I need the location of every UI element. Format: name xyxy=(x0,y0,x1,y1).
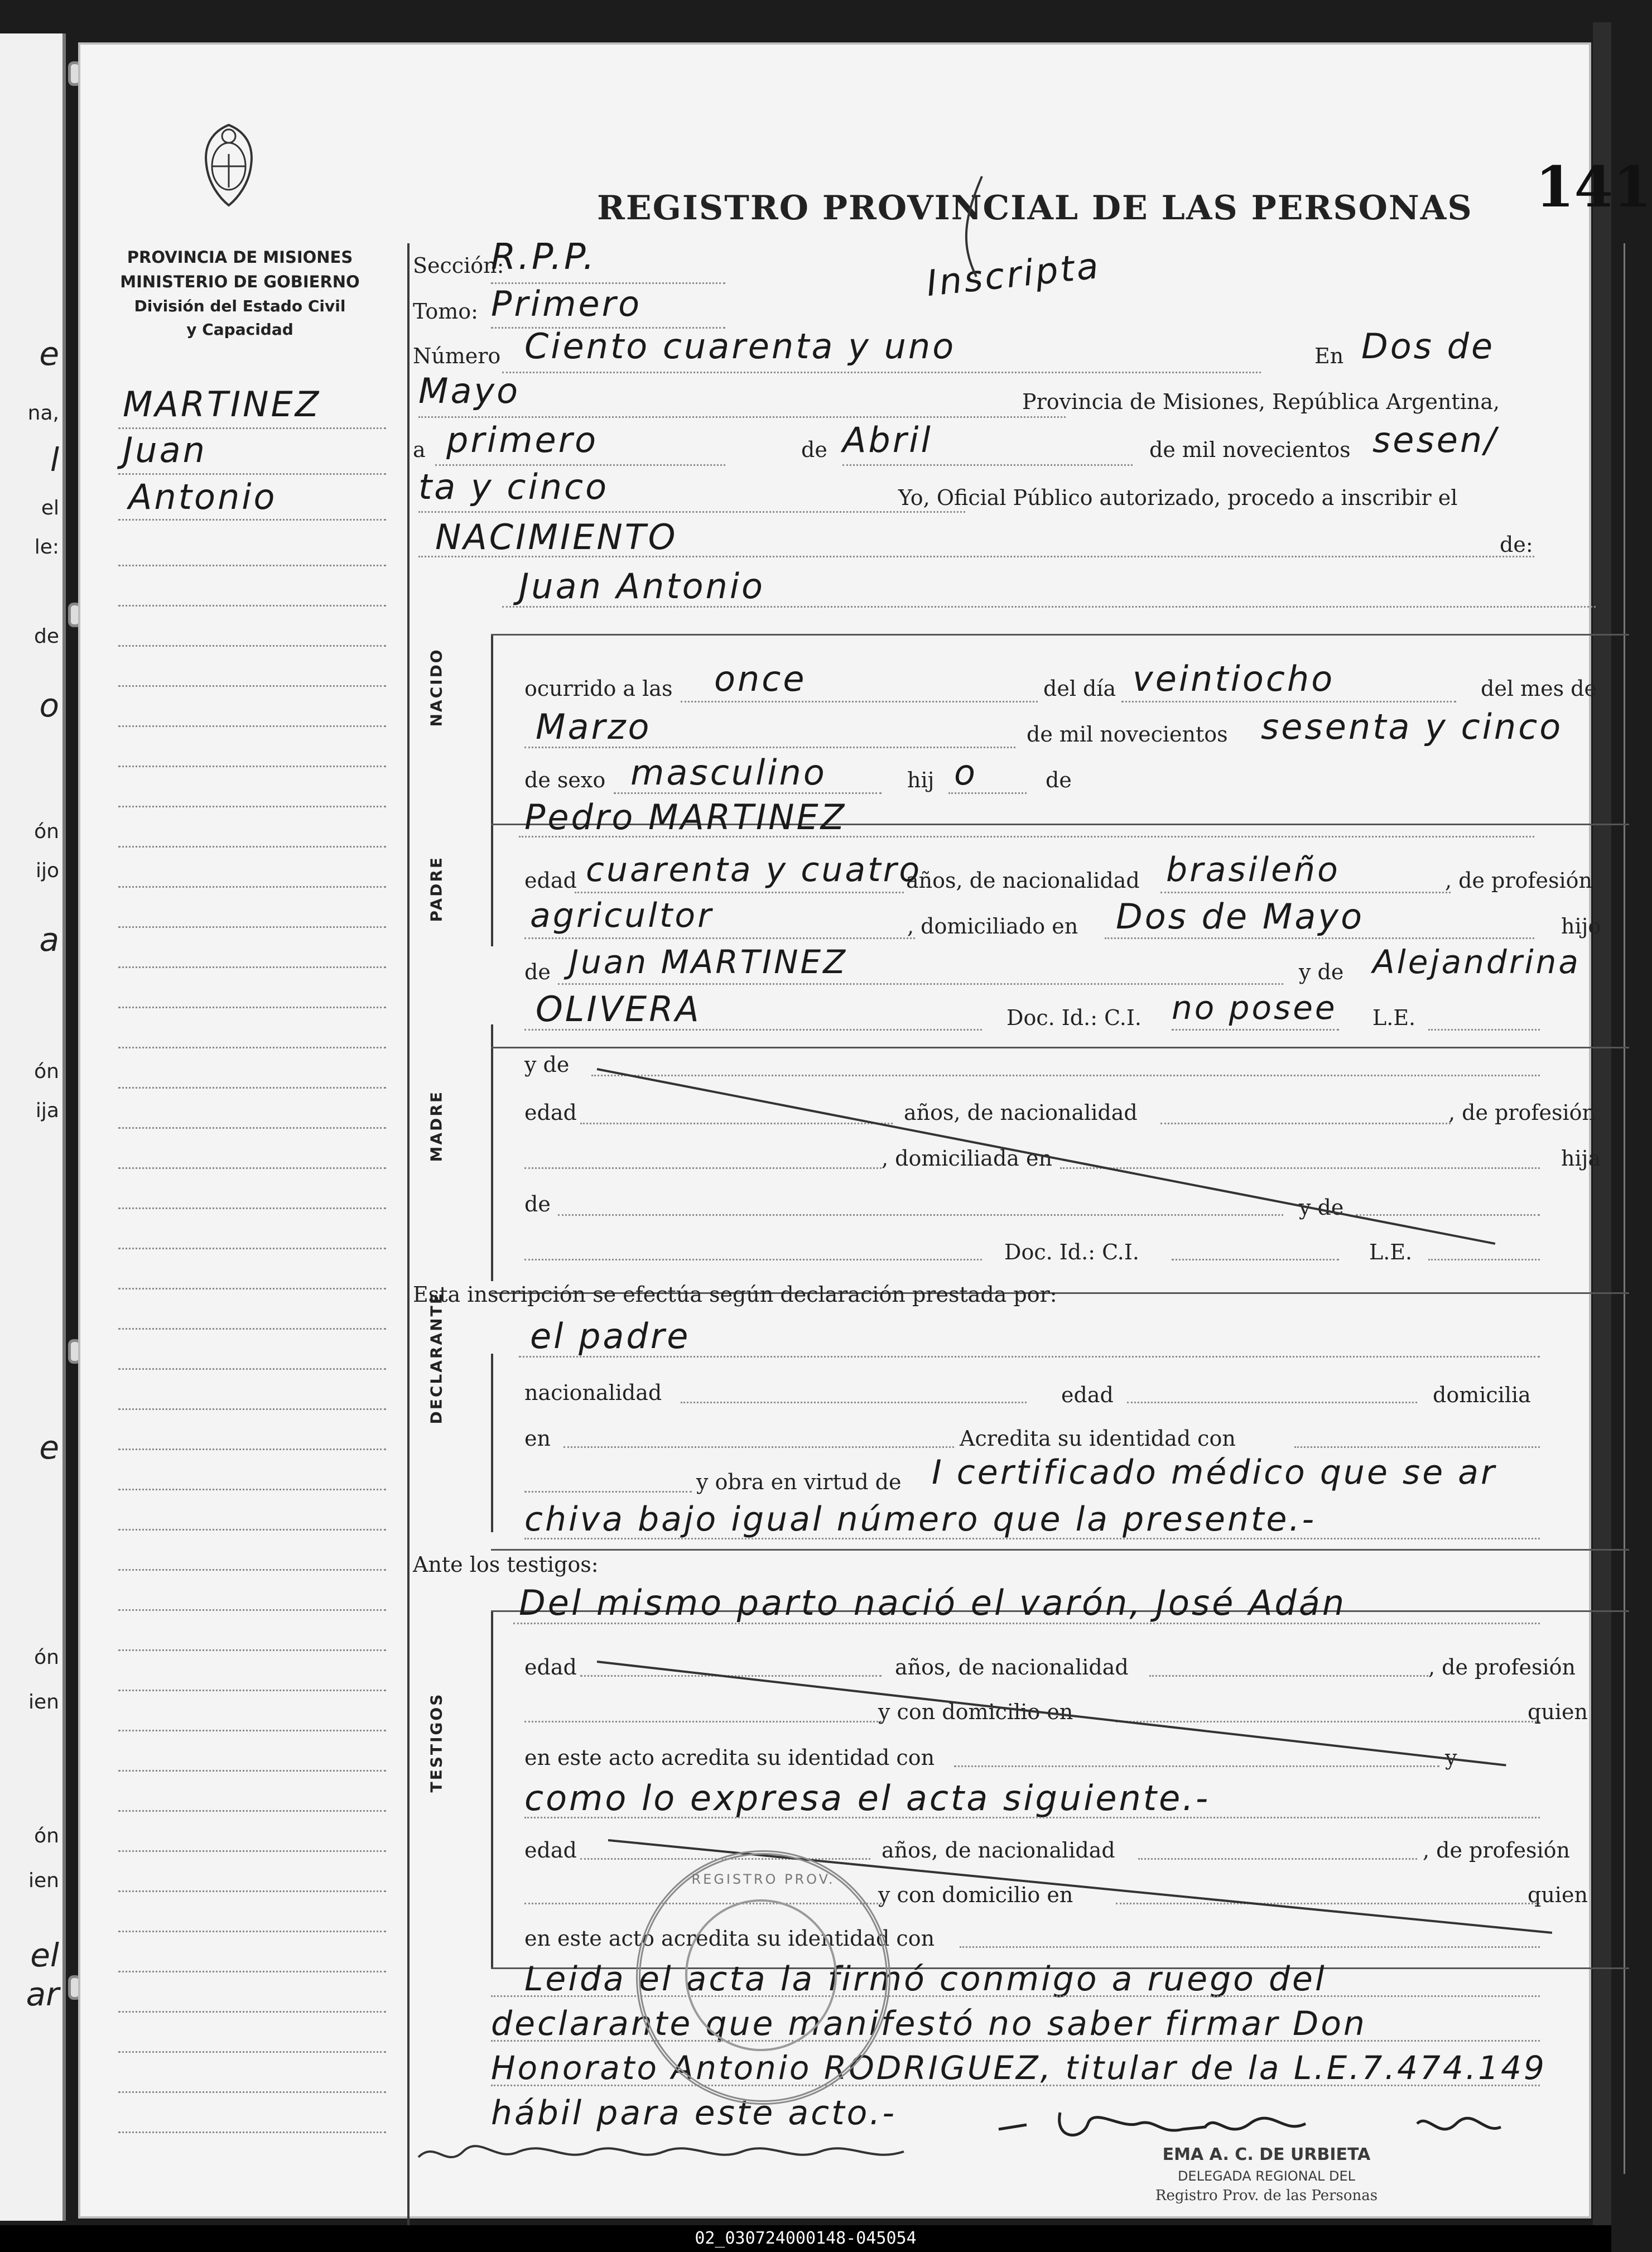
testigo1-domicilio-label: y con domicilio en xyxy=(878,1700,1073,1724)
padre-section-label: PADRE xyxy=(427,855,446,922)
nacido-mes-value: Marzo xyxy=(536,706,652,747)
testigo2-acredita-label: en este acto acredita su identidad con xyxy=(524,1926,935,1951)
tomo-label: Tomo: xyxy=(413,299,478,324)
prev-fragment: ar xyxy=(26,1975,59,2013)
nacido-anio-value: sesenta y cinco xyxy=(1261,706,1563,747)
testigos-intro: Ante los testigos: xyxy=(413,1552,599,1577)
domiciliado-label: , domiciliado en xyxy=(907,914,1078,939)
anio-value: sesen/ xyxy=(1372,420,1499,460)
nacido-nombre: Juan Antonio xyxy=(519,566,765,607)
nacido-de-mil-label: de mil novecientos xyxy=(1027,722,1228,747)
prev-fragment: ón xyxy=(34,1646,59,1669)
sexo-value: masculino xyxy=(630,752,827,793)
padre-doc-label: Doc. Id.: C.I. xyxy=(1006,1005,1142,1030)
declarante-nac-label: nacionalidad xyxy=(524,1380,662,1405)
testigo2-edad-label: edad xyxy=(524,1838,577,1863)
testigo1-edad-label: edad xyxy=(524,1655,577,1680)
previous-page-edge xyxy=(0,33,66,2221)
madre-nac-label: años, de nacionalidad xyxy=(904,1100,1138,1125)
padre-doc-value: no posee xyxy=(1172,989,1337,1027)
hija-label: hija xyxy=(1561,1146,1601,1171)
prev-fragment: le: xyxy=(34,536,59,559)
prev-fragment: ijo xyxy=(35,859,59,882)
page-number: 141 xyxy=(1535,154,1652,220)
coat-of-arms-icon xyxy=(195,121,262,210)
madre-de-label: de xyxy=(524,1192,551,1216)
testigo2-nac-label: años, de nacionalidad xyxy=(882,1838,1115,1863)
declarante-en-label: en xyxy=(524,1426,551,1451)
prev-fragment: ija xyxy=(35,1099,59,1122)
official-signature xyxy=(993,2090,1540,2152)
madre-section-label: MADRE xyxy=(427,1090,446,1162)
testigo2-quien-label: quien xyxy=(1528,1883,1588,1907)
padre-profesion-value: agricultor xyxy=(530,896,714,935)
del-mes-label: del mes de xyxy=(1481,676,1597,701)
acredita-label: Acredita su identidad con xyxy=(960,1426,1236,1451)
padre-madre-apellido-value: OLIVERA xyxy=(536,989,701,1029)
prev-fragment: o xyxy=(39,686,59,724)
padre-domicilio-value: Dos de Mayo xyxy=(1116,896,1365,937)
prev-fragment: de xyxy=(34,625,59,648)
province-label: PROVINCIA DE MISIONES xyxy=(127,248,353,267)
declarante-edad-label: edad xyxy=(1061,1383,1114,1407)
madre-doc-label: Doc. Id.: C.I. xyxy=(1004,1240,1139,1264)
tomo-value: Primero xyxy=(491,283,642,324)
testigos-nota-2: como lo expresa el acta siguiente.- xyxy=(524,1778,1211,1818)
testigo1-nac-label: años, de nacionalidad xyxy=(895,1655,1129,1680)
declarante-section-label: DECLARANTE xyxy=(427,1292,446,1425)
prev-fragment: ón xyxy=(34,1825,59,1847)
madre-edad-label: edad xyxy=(524,1100,577,1125)
annotation-stroke xyxy=(948,171,1015,282)
madre-y-de2-label: y de xyxy=(1299,1195,1344,1220)
prev-fragment: a xyxy=(39,921,59,959)
a-label: a xyxy=(413,437,426,462)
register-title: REGISTRO PROVINCIAL DE LAS PERSONAS xyxy=(597,189,1473,228)
lugar-value: Dos de xyxy=(1361,326,1495,367)
cierre-line-1: Leida el acta la firmó conmigo a ruego del xyxy=(524,1960,1327,1999)
cierre-line-2: declarante que manifestó no saber firmar Don xyxy=(491,2004,1367,2043)
numero-value: Ciento cuarenta y uno xyxy=(524,326,956,367)
hij-suffix: o xyxy=(954,752,977,793)
mes-value: Abril xyxy=(842,420,933,460)
testigo1-quien-label: quien xyxy=(1528,1700,1588,1724)
dia-value: primero xyxy=(446,420,599,460)
obra-line-2: chiva bajo igual número que la presente.- xyxy=(524,1500,1317,1539)
prev-fragment: ien xyxy=(28,1691,59,1714)
madre-le-label: L.E. xyxy=(1369,1240,1413,1264)
hora-value: once xyxy=(714,658,807,699)
delegate-role: DELEGADA REGIONAL DEL xyxy=(1177,2168,1356,2184)
testigos-section-label: TESTIGOS xyxy=(427,1692,446,1793)
margin-first-name: Juan xyxy=(123,430,207,470)
yo-oficial-label: Yo, Oficial Público autorizado, procedo a inscribir el xyxy=(898,485,1458,510)
padre-de-label: de xyxy=(524,960,551,984)
padre-nacionalidad-value: brasileño xyxy=(1166,850,1340,889)
provincia-label: Provincia de Misiones, República Argentina, xyxy=(1022,389,1500,414)
prev-fragment: ien xyxy=(28,1869,59,1892)
de-mil-label: de mil novecientos xyxy=(1149,437,1351,462)
padre-profesion-label: , de profesión xyxy=(1445,868,1592,893)
cierre-line-3: Honorato Antonio RODRIGUEZ, titular de la L.E.7.474.149 xyxy=(491,2049,1547,2087)
image-id-bar: 02_030724000148-045054 xyxy=(0,2225,1611,2252)
obra-line-1: I certificado médico que se ar xyxy=(932,1453,1497,1492)
anio-cont-value: ta y cinco xyxy=(418,466,609,507)
domicilia-label: domicilia xyxy=(1433,1383,1531,1407)
prev-fragment: el xyxy=(30,1936,59,1974)
division-label: División del Estado Civil xyxy=(134,297,346,315)
del-dia-label: del día xyxy=(1043,676,1116,701)
margin-middle-name: Antonio xyxy=(128,477,277,517)
prev-fragment: na, xyxy=(27,402,59,425)
nacido-de-label: de xyxy=(1046,768,1072,792)
delegate-name: EMA A. C. DE URBIETA xyxy=(1162,2145,1371,2164)
cierre-line-4: hábil para este acto.- xyxy=(491,2094,897,2133)
seccion-value: R.P.P. xyxy=(491,237,597,278)
padre-madre-value: Alejandrina xyxy=(1372,943,1581,981)
acto-value: NACIMIENTO xyxy=(435,517,678,557)
padre-edad-label: edad xyxy=(524,868,577,893)
hij-label: hij xyxy=(907,768,935,792)
padre-padre-value: Juan MARTINEZ xyxy=(569,943,847,981)
padre-y-de-label: y de xyxy=(1299,960,1344,984)
testigo1-y-label: y xyxy=(1445,1745,1457,1770)
margin-surname: MARTINEZ xyxy=(123,384,321,425)
madre-strike-line xyxy=(597,1068,1496,1245)
seccion-label: Sección: xyxy=(413,253,504,278)
inscribed-annotation: Inscripta xyxy=(924,245,1103,305)
testigos-nota-1: Del mismo parto nació el varón, José Adán xyxy=(519,1582,1347,1623)
declarante-nombre: el padre xyxy=(530,1316,691,1356)
prev-fragment: ón xyxy=(34,820,59,843)
prev-fragment: l xyxy=(50,441,59,479)
witness-signature xyxy=(413,2129,915,2174)
testigo1-profesion-label: , de profesión xyxy=(1428,1655,1576,1680)
testigo1-acredita-label: en este acto acredita su identidad con xyxy=(524,1745,935,1770)
nacido-section-label: NACIDO xyxy=(427,648,446,727)
madre-y-de-label: y de xyxy=(524,1052,570,1077)
numero-label: Número xyxy=(413,344,501,368)
de-colon-label: de: xyxy=(1500,532,1533,557)
prev-fragment: el xyxy=(41,497,59,519)
de-label: de xyxy=(801,437,827,462)
margin-column xyxy=(78,42,396,2219)
padre-nombre: Pedro MARTINEZ xyxy=(524,797,847,838)
domiciliada-label: , domiciliada en xyxy=(882,1146,1052,1171)
register-page xyxy=(78,42,1652,2219)
delegate-office: Registro Prov. de las Personas xyxy=(1155,2187,1378,2204)
ministry-label: MINISTERIO DE GOBIERNO xyxy=(120,272,360,291)
padre-le-label: L.E. xyxy=(1372,1005,1416,1030)
madre-profesion-label: , de profesión xyxy=(1448,1100,1596,1125)
prev-fragment: ón xyxy=(34,1060,59,1083)
obra-label: y obra en virtud de xyxy=(696,1470,902,1494)
hijo-label: hijo xyxy=(1561,914,1601,939)
nacido-dia-value: veintiocho xyxy=(1133,658,1335,699)
capacity-label: y Capacidad xyxy=(186,320,293,339)
lugar-cont-value: Mayo xyxy=(418,370,521,411)
declarante-intro: Esta inscripción se efectúa según declaración prestada por: xyxy=(413,1282,1057,1307)
testigo2-domicilio-label: y con domicilio en xyxy=(878,1883,1073,1907)
en-label: En xyxy=(1314,344,1344,368)
prev-fragment: e xyxy=(39,1428,59,1466)
ocurrido-label: ocurrido a las xyxy=(524,676,673,701)
padre-edad-value: cuarenta y cuatro xyxy=(586,850,922,889)
official-stamp: REGISTRO PROV. xyxy=(636,1850,890,2105)
de-sexo-label: de sexo xyxy=(524,768,606,792)
testigo2-profesion-label: , de profesión xyxy=(1423,1838,1570,1863)
padre-nac-label: años, de nacionalidad xyxy=(906,868,1140,893)
prev-fragment: e xyxy=(39,335,59,373)
